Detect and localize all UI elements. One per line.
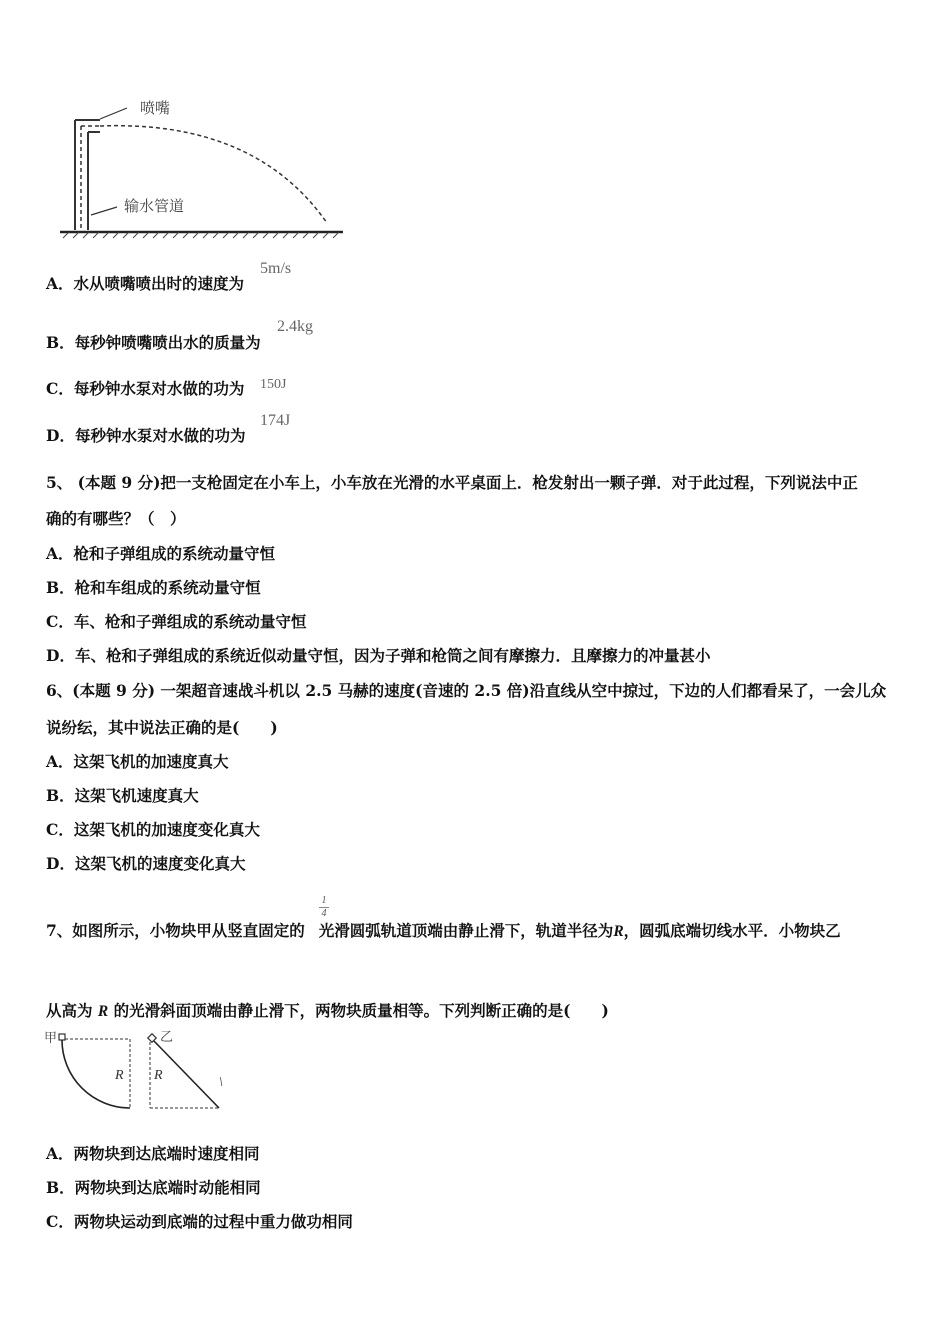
- arc-radius-label: R: [115, 1068, 124, 1083]
- q5-option-d[interactable]: D．车、枪和子弹组成的系统近似动量守恒，因为子弹和枪筒之间有摩擦力．且摩擦力的冲量甚小: [46, 646, 711, 665]
- q5-option-b[interactable]: B．枪和车组成的系统动量守恒: [46, 578, 261, 597]
- q5-option-a[interactable]: A．枪和子弹组成的系统动量守恒: [46, 544, 276, 563]
- q6-option-c[interactable]: C．这架飞机的加速度变化真大: [46, 820, 260, 839]
- incline-height-label: R: [154, 1068, 163, 1083]
- arc-and-incline-figure: [42, 1028, 242, 1118]
- q7-option-a[interactable]: A．两物块到达底端时速度相同: [46, 1144, 260, 1163]
- q6-option-d[interactable]: D．这架飞机的速度变化真大: [46, 854, 246, 873]
- jia-label: 甲: [44, 1031, 58, 1046]
- q7-stem-line1: [46, 921, 841, 942]
- q4-option-d-value: 174J: [260, 412, 291, 429]
- q7-stem-part1: 7、如图所示，小物块甲从竖直固定的: [46, 921, 305, 940]
- q4-option-a-text: A．水从喷嘴喷出时的速度为: [46, 274, 245, 293]
- q4-option-b-value: 2.4kg: [277, 318, 313, 335]
- fraction-denominator: 4: [321, 908, 327, 919]
- q4-option-c-text: C．每秒钟水泵对水做的功为: [46, 379, 245, 398]
- q4-option-b-text: B．每秒钟喷嘴喷出水的质量为: [46, 333, 261, 352]
- q6-stem-line2: 说纷纭，其中说法正确的是( ): [46, 718, 278, 737]
- water-nozzle-figure: [55, 95, 355, 245]
- fraction-numerator: 1: [321, 895, 327, 906]
- q7-height-symbol: R: [97, 1003, 109, 1020]
- nozzle-label: 喷嘴: [140, 99, 171, 117]
- q5-stem-line2: 确的有哪些？（ ）: [46, 509, 186, 528]
- backslash-mark: \: [219, 1075, 223, 1090]
- q4-option-b[interactable]: [46, 333, 261, 353]
- q4-option-c[interactable]: [46, 379, 244, 399]
- q7-stem-part2: 光滑圆弧轨道顶端由静止滑下，轨道半径为: [318, 921, 614, 940]
- pipe-label: 输水管道: [124, 197, 185, 215]
- q5-stem-line1: 5、 (本题 9 分)把一支枪固定在小车上，小车放在光滑的水平桌面上．枪发射出一颗子弹．对于此过程，下列说法中正: [46, 473, 858, 492]
- q6-option-a[interactable]: A．这架飞机的加速度真大: [46, 752, 229, 771]
- q4-option-d-text: D．每秒钟水泵对水做的功为: [46, 426, 246, 445]
- q7-stem-line2-part2: 的光滑斜面顶端由静止滑下，两物块质量相等。下列判断正确的是( ): [113, 1001, 609, 1020]
- q5-option-c[interactable]: C．车、枪和子弹组成的系统动量守恒: [46, 612, 307, 631]
- quarter-fraction: [319, 896, 329, 919]
- q4-option-a-value: 5m/s: [260, 260, 292, 277]
- q4-option-c-value: 150J: [260, 377, 287, 392]
- q7-option-c[interactable]: C．两物块运动到底端的过程中重力做功相同: [46, 1212, 353, 1231]
- q4-option-d[interactable]: [46, 426, 245, 446]
- q7-option-b[interactable]: B．两物块到达底端时动能相同: [46, 1178, 261, 1197]
- q7-stem-line2: [46, 1001, 609, 1022]
- q7-stem-line2-part1: 从高为: [46, 1001, 93, 1020]
- q4-option-a[interactable]: [46, 274, 244, 294]
- yi-label: 乙: [160, 1030, 174, 1045]
- q7-stem-part3: ，圆弧底端切线水平．小物块乙: [623, 921, 841, 940]
- q6-stem-line1: 6、(本题 9 分) 一架超音速战斗机以 2.5 马赫的速度(音速的 2.5 倍)沿直线从空中掠过，下边的人们都看呆了，一会儿众: [46, 681, 887, 700]
- q6-option-b[interactable]: B．这架飞机速度真大: [46, 786, 199, 805]
- q7-radius-symbol: R: [613, 923, 624, 940]
